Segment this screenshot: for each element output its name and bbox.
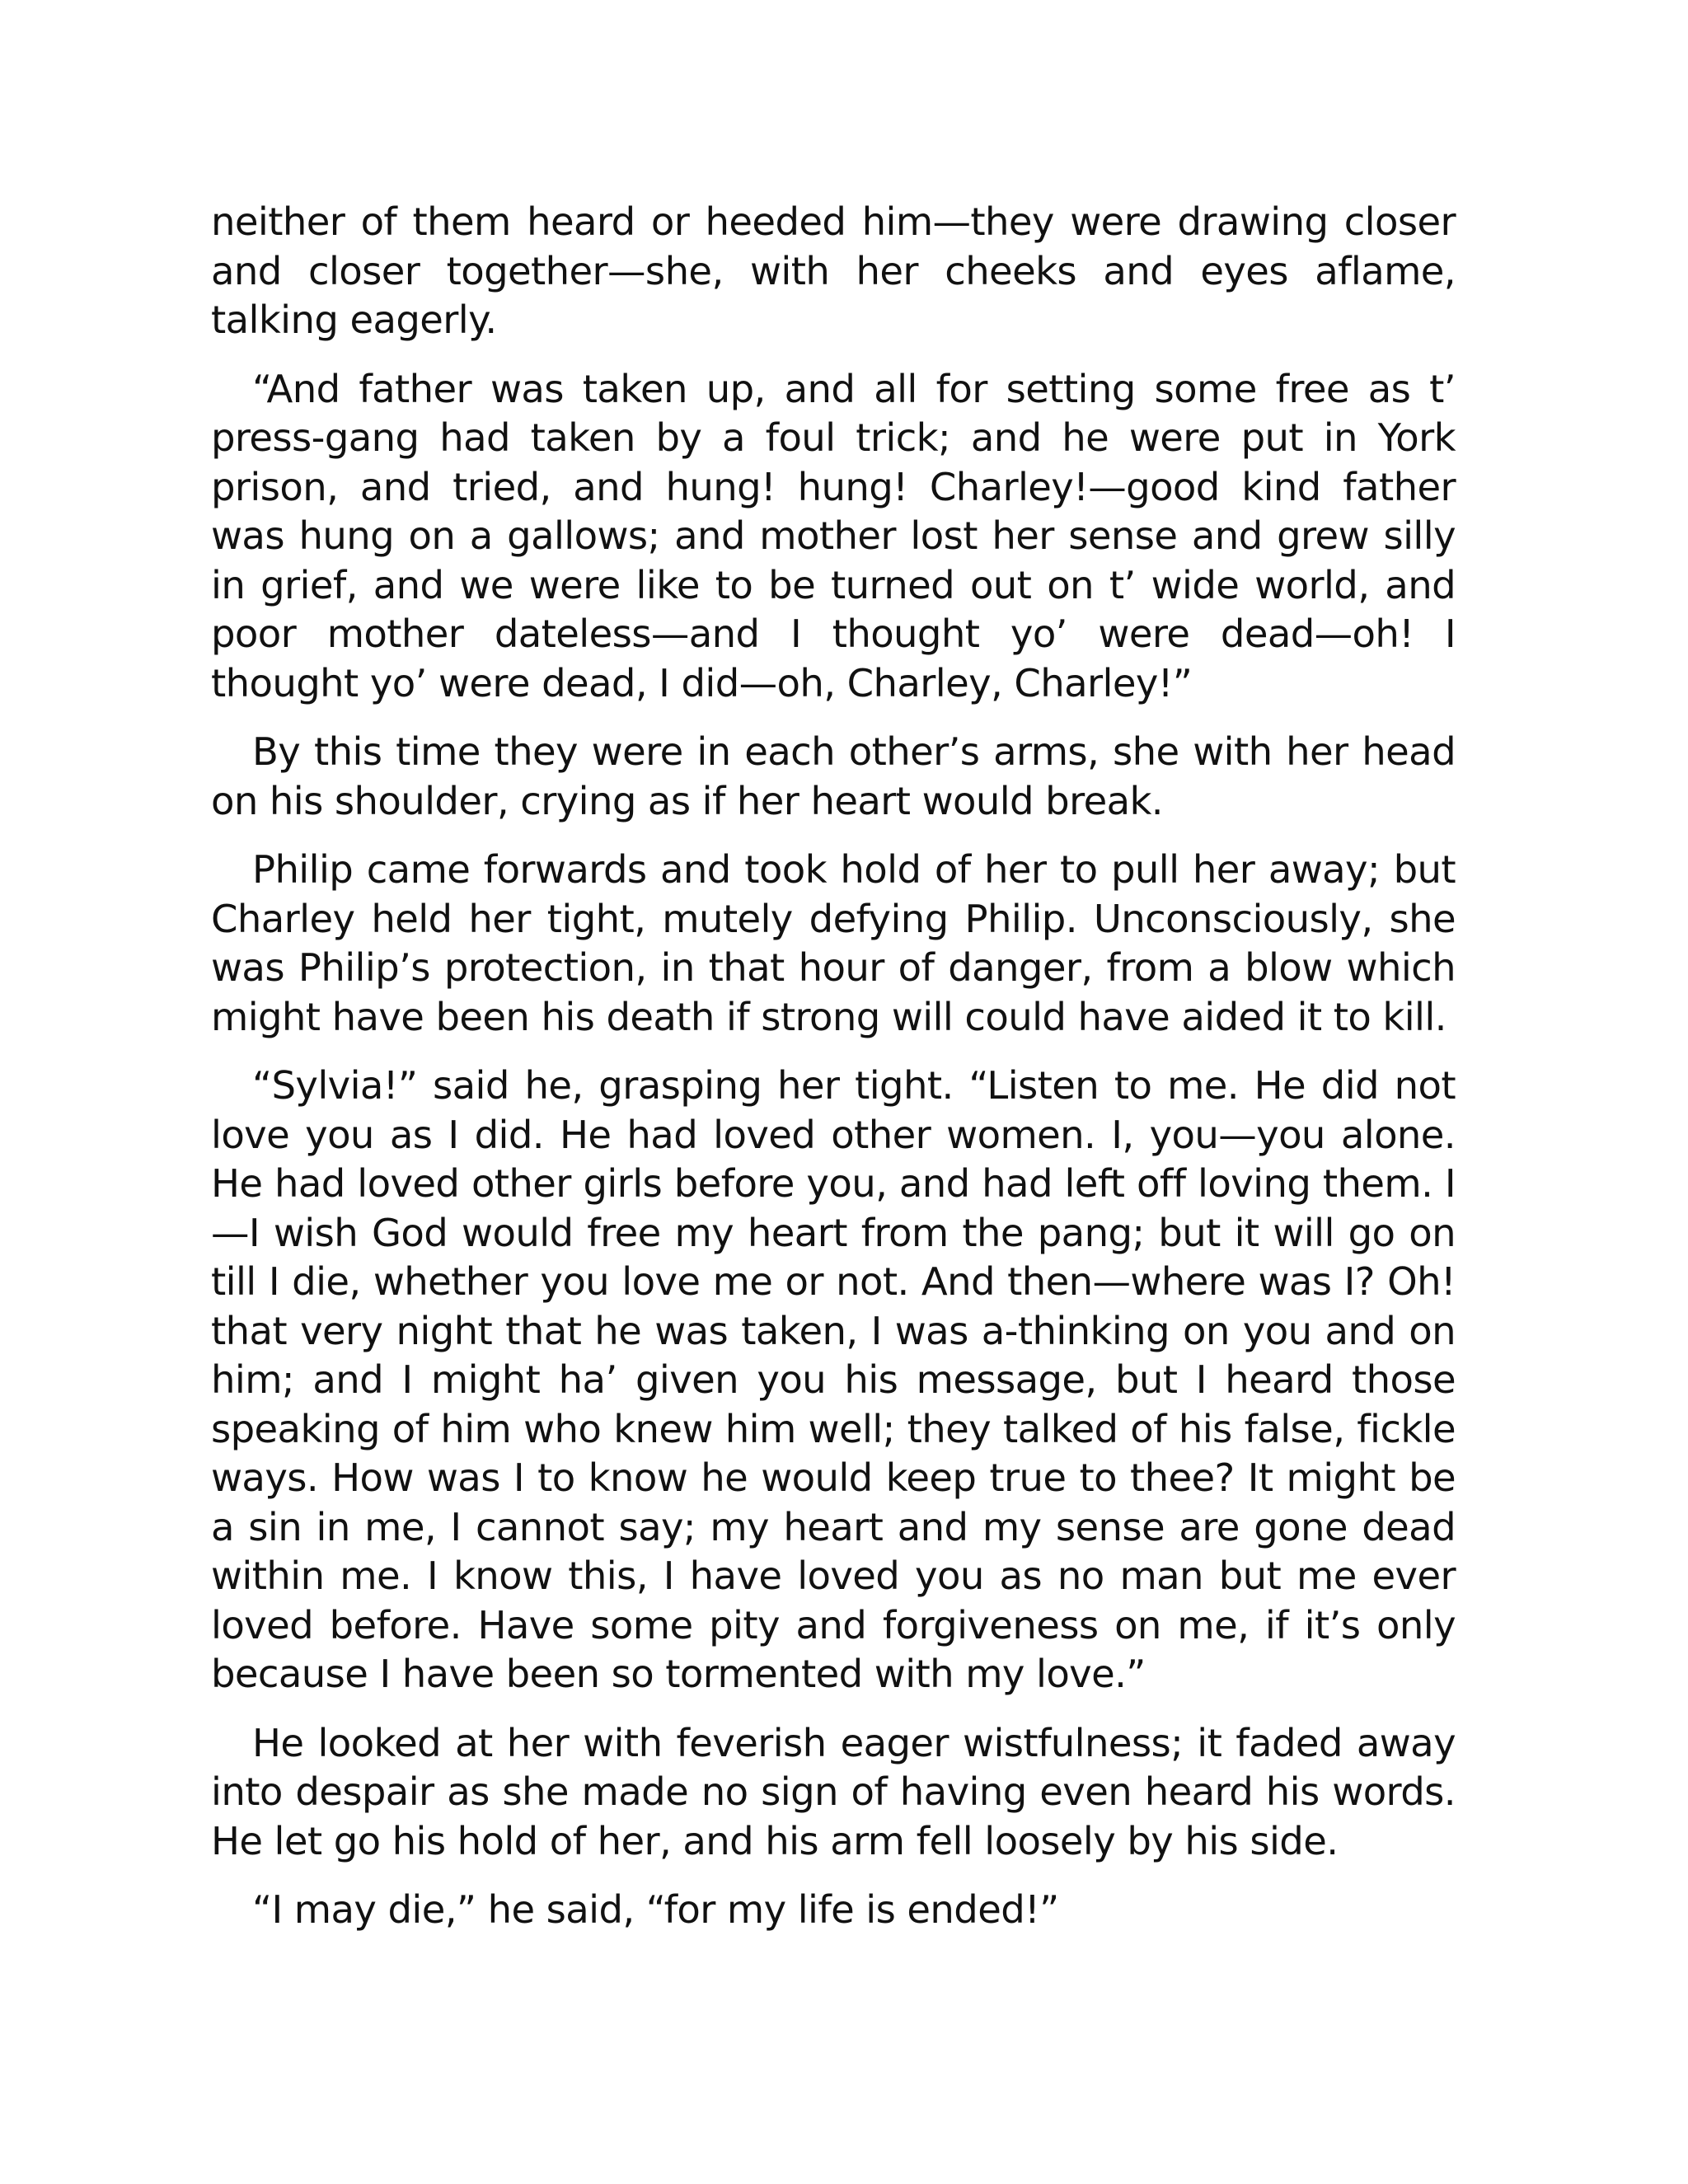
paragraph-7: “I may die,” he said, “for my life is ended!”	[252, 1887, 1059, 1932]
paragraph-4: Philip came forwards and took hold of her to pull her away; but Charley held her tight, mutely defying Philip. Unconsciously, she was Philip’s protection, in that hour of danger, from a blow which might have been his death if strong will could have aided it to kill.	[211, 847, 1456, 1039]
paragraph-5: “Sylvia!” said he, grasping her tight. “Listen to me. He did not love you as I did. He had loved other women. I, you—you alone. He had loved other girls before you, and had left off loving them. I—I wish God would free my heart from the pang; but it will go on till I die, whether you love me or not. And then—where was I? Oh! that very night that he was taken, I was a-thinking on you and on him; and I might ha’ given you his message, but I heard those speaking of him who knew him well; they talked of his false, fickle ways. How was I to know he would keep true to thee? It might be a sin in me, I cannot say; my heart and my sense are gone dead within me. I know this, I have loved you as no man but me ever loved before. Have some pity and forgiveness on me, if it’s only because I have been so tormented with my love.”	[211, 1063, 1456, 1696]
paragraph-3: By this time they were in each other’s arms, she with her head on his shoulder, crying as if her heart would break.	[211, 729, 1456, 823]
paragraph-6: He looked at her with feverish eager wistfulness; it faded away into despair as she made no sign of having even heard his words. He let go his hold of her, and his arm fell loosely by his side.	[211, 1720, 1456, 1863]
paragraph-1: neither of them heard or heeded him—they were drawing closer and closer together—she, with her cheeks and eyes aflame, talking eagerly.	[211, 199, 1456, 342]
text-body	[211, 198, 1456, 1955]
paragraph-2: “And father was taken up, and all for setting some free as t’ press-gang had taken by a foul trick; and he were put in York prison, and tried, and hung! hung! Charley!—good kind father was hung on a gallows; and mother lost her sense and grew silly in grief, and we were like to be turned out on t’ wide world, and poor mother dateless—and I thought yo’ were dead—oh! I thought yo’ were dead, I did—oh, Charley, Charley!”	[211, 366, 1456, 705]
